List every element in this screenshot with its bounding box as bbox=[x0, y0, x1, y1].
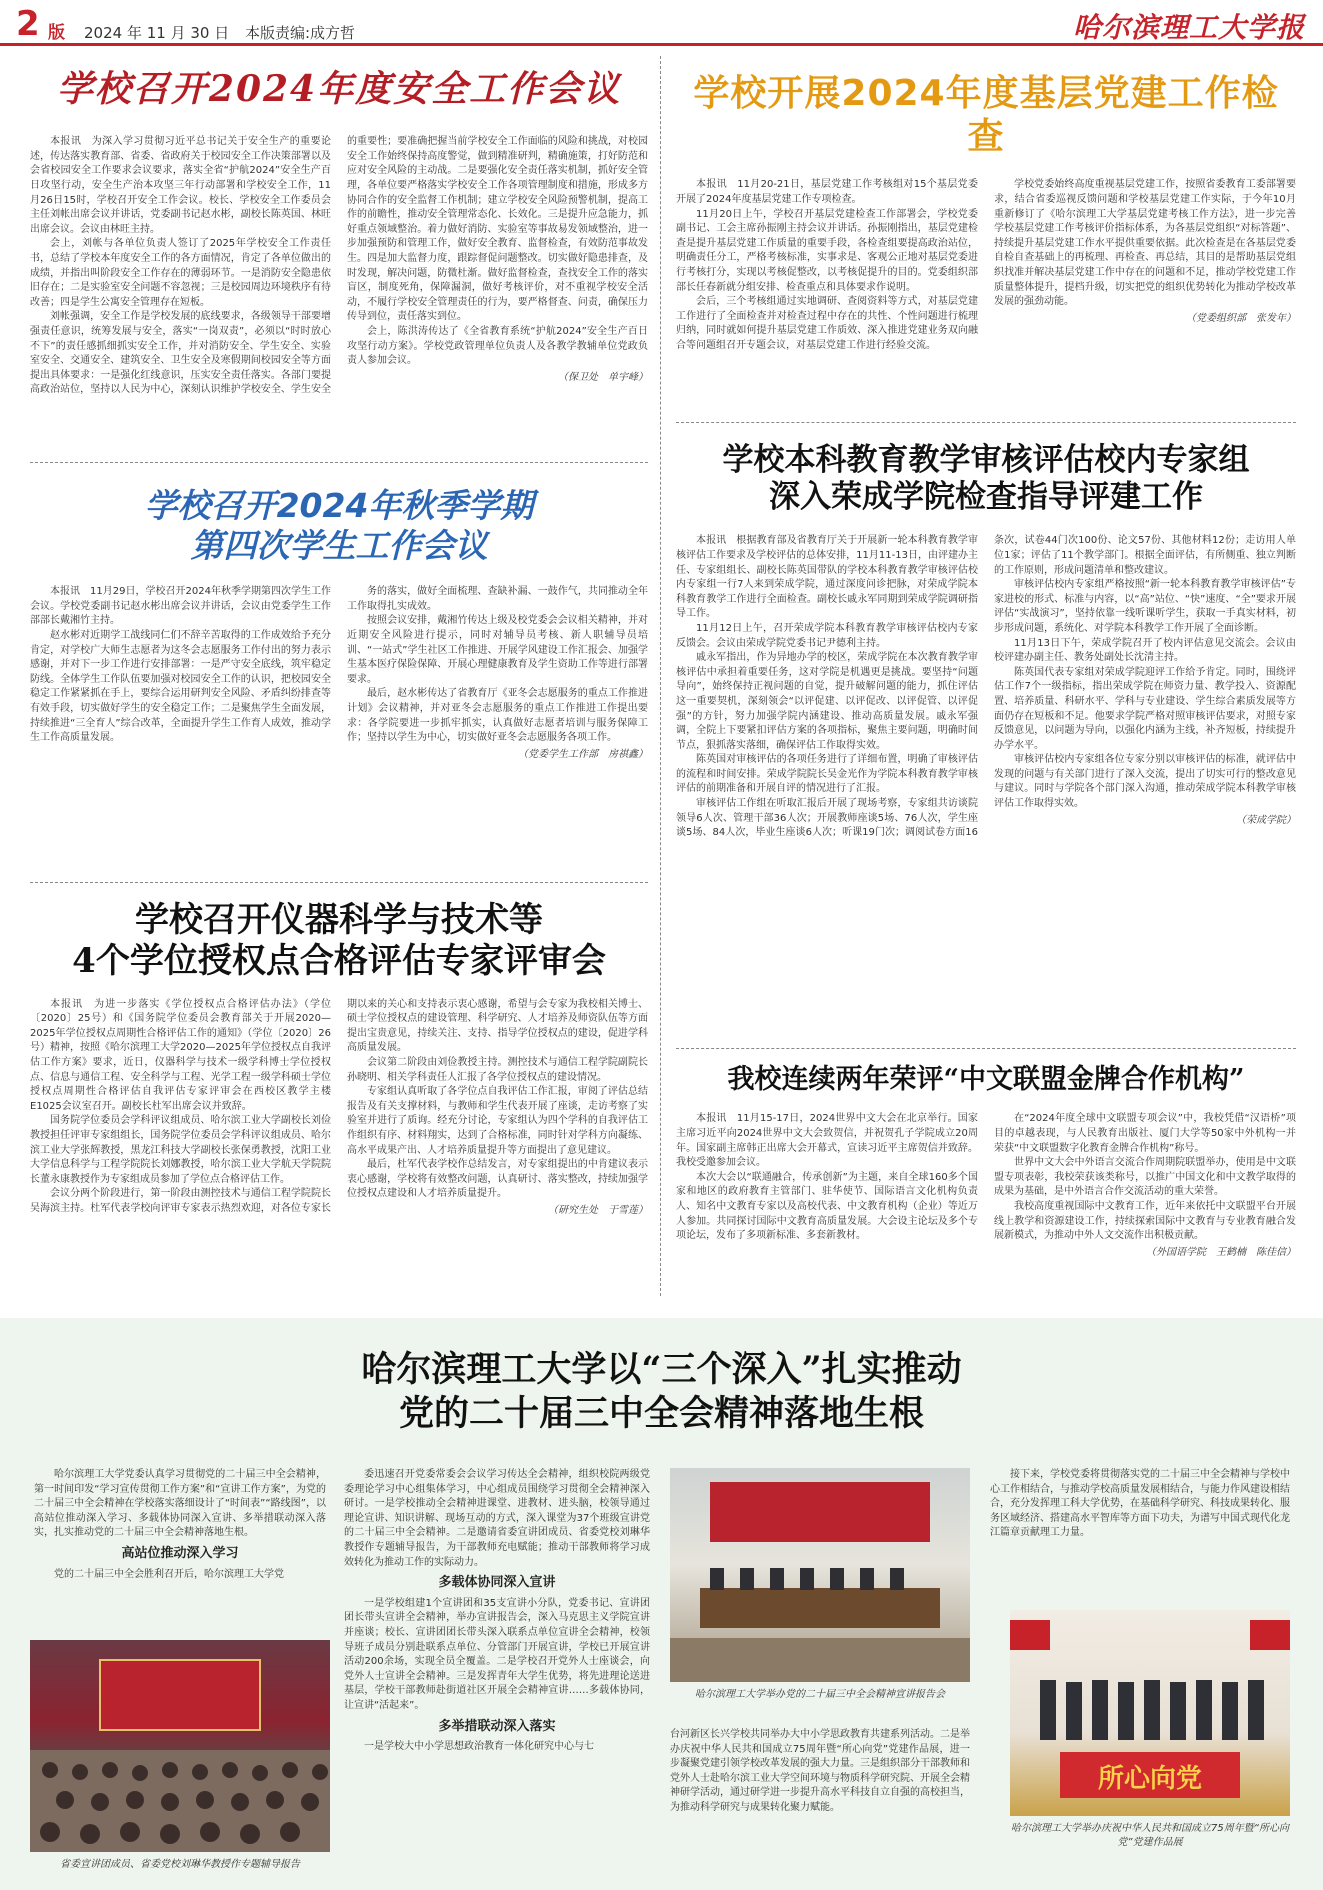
paragraph: 本报讯 11月29日，学校召开2024年秋季学期第四次学生工作会议。学校党委副书记赵水彬出席会议并讲话，会议由党委学生工作部部长戴湘竹主持。 bbox=[30, 586, 331, 627]
feature-column-4 bbox=[990, 1468, 1290, 1588]
paragraph: 本次大会以“联通融合，传承创新”为主题，来自全球160多个国家和地区的政府教育主管部门、驻华使节、国际语言文化机构负责人、知名中文教育专家以及高校代表、中文教育机构（企业）等近万人参加。共同探讨国际中文教育高质量发展。大会设主论坛及多个专项论坛，发布了多项新标准、多套新教材。 bbox=[676, 1171, 978, 1242]
article-body bbox=[670, 1728, 970, 1816]
headline-line-1: 学校召开仪器科学与技术等 bbox=[135, 900, 543, 940]
article-body bbox=[344, 1468, 650, 1755]
section-divider bbox=[30, 882, 648, 883]
article-body bbox=[30, 585, 648, 762]
article-body bbox=[676, 1112, 1296, 1282]
paragraph: 学校党委始终高度重视基层党建工作，按照省委教育工委部署要求，结合省委巡视反馈问题和学校基层党建工作实际，于今年10月重新修订了《哈尔滨理工大学基层党建考核工作方法》，进一步完善学校基层党建工作考核评价指标体系，为各基层党组织“对标答题”、持续提升基层党建工作水平提供重要依据。此次检查是在各基层党委自检自查基础上的再梳理、再检查、再总结，其目的是帮助基层党组织找准并解决基层党建工作中存在的问题和不足，推动学校党建工作质量整体提升，提档升级，切实把党的组织优势转化为推动学校改革发展的强劲动能。 bbox=[994, 179, 1296, 308]
paragraph: 本报讯 11月20-21日，基层党建工作考核组对15个基层党委开展了2024年度基层党建工作专项检查。 bbox=[676, 179, 978, 205]
paragraph: 委迅速召开党委常委会会议学习传达全会精神，组织校院两级党委理论学习中心组集体学习，中心组成员围绕学习贯彻全会精神深入研讨。一是学校推动全会精神进课堂、进教材、进头脑，校领导通过理论宣讲、知识讲解、现场互动的方式，深入课堂为37个班级宣讲党的二十届三中全会精神。二是邀请省委宣讲团成员、省委党校刘琳华教授作专题辅导报告，为干部教师充电赋能；推动干部教师将学习成效转化为推动工作的实际动力。 bbox=[344, 1469, 650, 1568]
headline-line-2: 4个学位授权点合格评估专家评审会 bbox=[72, 940, 606, 981]
paragraph: 刘帐强调，安全工作是学校发展的底线要求，各级领导干部要增强责任意识，统筹发展与安全，落实“一岗双责”，必须以“时时放心不下”的责任感抓细抓实安全工作，并对消防安全、学生安全、实验室安全、交通安全、建筑安全、卫生安全及寒假期间校园安全等方面提出具体要求：一是强化红线意识，压实安全责任落实。各部门要提高政治站位，坚持以人民为中心，深刻认识维护学校安全、学生安全的重要性；要准确把握当前学校安全工作面临的风险和挑战，对校园安全工作始终保持高度警觉，做到精准研判，精确施策，打好防范和应对安全风险的主动战。二是要强化安全责任落实机制，抓好安全管理，各单位要严格落实学校安全工作各项管理制度和措施，形成多方协同合作的安全监督工作机制；建立学校安全风险预警机制，提高工作的前瞻性，推动安全管理常态化、长效化。三是提升应急能力，抓好重点领域整治。着力做好消防、实验室等事故易发领域整治，进一步加强预防和管理工作，做好安全教育、监督检查，有效防范事故发生。四是加大监督力度，跟踪督促问题整改。切实做好隐患排查，及时发现，解决问题，防微杜渐。做好监督检查，查找安全工作的落实盲区，制度死角，保障漏洞，做好考核评价，对不重视学校安全活动，不履行学校安全管理责任的行为，要严格督查、问责，确保压力传导到位，责任落实到位。 bbox=[30, 136, 648, 396]
headline: 我校连续两年荣评“中文联盟金牌合作机构” bbox=[727, 1064, 1245, 1095]
paragraph: 国务院学位委员会学科评议组成员、哈尔滨工业大学副校长刘俭教授担任评审专家组组长，国务院学位委员会学科评议组成员、哈尔滨工业大学张辉教授，黑龙江科技大学副校长张保勇教授，沈阳工业大学信息科学与工程学院院长刘娜教授，哈尔滨工业大学航天学院院长董永康教授作为专家组成员参加了学位点合格评估工作。 bbox=[30, 1115, 331, 1185]
article-body bbox=[990, 1468, 1290, 1541]
byline: （外国语学院 王鹤楠 陈佳信） bbox=[1146, 1246, 1296, 1258]
headline-line-1: 学校召开2024年秋季学期 bbox=[144, 486, 534, 525]
headline-line-1: 哈尔滨理工大学以“三个深入”扎实推动 bbox=[361, 1349, 962, 1390]
article-degree bbox=[30, 892, 648, 1304]
column-divider bbox=[660, 56, 661, 1296]
headline-line-2: 党的二十届三中全会精神落地生根 bbox=[398, 1392, 924, 1434]
article-body bbox=[30, 135, 648, 398]
headline bbox=[676, 442, 1296, 516]
headline-line-2: 第四次学生工作会议 bbox=[190, 525, 488, 565]
page-editor: 本版责编:成方哲 bbox=[245, 24, 356, 42]
paragraph: 赵水彬对近期学工战线同仁们不辞辛苦取得的工作成效给予充分肯定，对学校广大师生志愿者为这冬会志愿服务工作付出的努力表示感谢，并对下一步工作进行安排部署：一是严守安全底线，筑牢稳定防线。全体学生工作队伍要加强对校园安全工作的认识，把校园安全稳定工作紧紧抓在手上，要综合运用研判安全风险、矛盾纠纷排查等有效手段，切实做好学生的安全稳定工作；二是聚焦学生全面发展，持续推进“三全育人”综合改革，全面提升学生工作育人成效，推动学生工作高质量发展。 bbox=[30, 629, 331, 744]
article-body bbox=[34, 1468, 326, 1582]
photo-caption: 哈尔滨理工大学举办党的二十届三中全会精神宣讲报告会 bbox=[695, 1689, 945, 1700]
paragraph: 本报讯 为进一步落实《学位授权点合格评估办法》（学位〔2020〕25号）和《国务院学位委员会教育部关于开展2020—2025年学位授权点周期性合格评估工作的通知》（学位〔2020〕26号）精神，按照《哈尔滨理工大学2020—2025年学位授权点自我评估工作方案》要求，近日，仪器科学与技术一级学科博士学位授权点、信息与通信工程、安全科学与工程、光学工程一级学科硕士学位授权点周期性合格评估自我评估专家评审会在西校区教学主楼E1025会议室召开。副校长杜军出席会议并致辞。 bbox=[30, 998, 331, 1112]
subheading: 多举措联动深入落实 bbox=[438, 1718, 556, 1734]
headline: 学校召开2024年度安全工作会议 bbox=[56, 68, 622, 110]
paragraph: 哈尔滨理工大学党委认真学习贯彻党的二十届三中全会精神，第一时间印发“学习宣传贯彻工作方案”和“宣讲工作方案”，为党的二十届三中全会精神在学校落实落细设计了“时间表”“路线图”，以高站位推动深入学习、多载体协同深入宣讲、多举措联动深入落实，扎实推动党的二十届三中全会精神落地生根。 bbox=[34, 1469, 326, 1539]
paragraph: 审核评估校内专家组各位专家分别以审核评估的标准，就评估中发现的问题与有关部门进行了深入交流，提出了切实可行的整改意见与建议。同时与学院各个部门深入沟通，推动荣成学院本科教学审核评估工作取得实效。 bbox=[994, 754, 1296, 810]
paragraph: 本报讯 11月15-17日，2024世界中文大会在北京举行。国家主席习近平向2024世界中文大会致贺信，并祝贺孔子学院成立20周年。国家副主席韩正出席大会开幕式，宣读习近平主席贺信并致辞。我校受邀参加会议。 bbox=[676, 1113, 978, 1169]
issue-date: 2024 年 11 月 30 日 bbox=[84, 24, 230, 42]
paragraph: 务的落实，做好全面梳理、查缺补漏、一鼓作气，共同推动全年工作取得扎实成效。 bbox=[347, 586, 648, 612]
section-divider bbox=[676, 1048, 1296, 1049]
paragraph: 陈英国代表专家组对荣成学院迎评工作给予肯定。同时，围绕评估工作7个一级指标，指出荣成学院在师资力量、教学投入、资源配置、培养质量、科研水平、学科与专业建设、学生综合素质发展等方面仍存在短板和不足。他要求学院严格对照审核评估要求，对照专家反馈意见，以问题为导向，以强化内涵为主线，补齐短板，持续提升办学水平。 bbox=[994, 666, 1296, 751]
paragraph: 在“2024年度全球中文联盟专项会议”中，我校凭借“汉语桥”项目的卓越表现，与人民教育出版社、厦门大学等50家中外机构一并荣获“中文联盟数字化教育金牌合作机构”称号。 bbox=[994, 1113, 1296, 1154]
paragraph: 按照会议安排，戴湘竹传达上级及校党委会会议相关精神，并对近期安全风险进行提示，同时对辅导员考核、新人职辅导员培训、“一站式”学生社区工作推进、开展学风建设工作汇报会、加强学生基本医疗保险保障、开展心理健康教育及学生资助工作等进行部署要求。 bbox=[347, 615, 648, 685]
article-party-check bbox=[676, 62, 1296, 412]
byline: （党委组织部 张发年） bbox=[1186, 312, 1296, 324]
paragraph: 本报讯 根据教育部及省教育厅关于开展新一轮本科教育教学审核评估工作要求及学校评估的总体安排，11月11-13日，由评建办主任、专家组组长、副校长陈英国带队的学校本科教育教学审核评估校内专家组一行7人来到荣成学院，通过深度问诊把脉，对荣成学院本科教育教学工作进行全面检查。副校长戚永军同期到荣成学院调研指导工作。 bbox=[676, 535, 978, 620]
paragraph: 会上，刘帐与各单位负责人签订了2025年学校安全工作责任书，总结了学校本年度安全工作的各方面情况，肯定了各单位做出的成绩，并指出叫阶段安全工作存在的薄弱环节。一是消防安全隐患依旧存在；二是实验室安全问题不容忽视；三是校园周边环境秩序有待改善；四是学生公寓安全管理存在短板。 bbox=[30, 238, 331, 308]
headline: 学校开展2024年度基层党建工作检查 bbox=[693, 73, 1279, 158]
headline bbox=[30, 900, 648, 982]
headline-line-2: 深入荣成学院检查指导评建工作 bbox=[769, 479, 1203, 516]
paragraph: 党的二十届三中全会胜利召开后，哈尔滨理工大学党 bbox=[54, 1568, 284, 1580]
paragraph: 本报讯 为深入学习贯彻习近平总书记关于安全生产的重要论述，传达落实教育部、省委、省政府关于校园安全工作决策部署以及会省校园安全工作要求会议要求，落实全省“护航2024”安全生产百日攻坚行动，安全生产治本攻坚三年行动部署和学校安全工作，11月26日15时，学校召开安全工作会议。校长、学校安全工作委员会主任刘帐出席会议并讲话，党委副书记赵水彬，副校长陈英国、林旺出席会议。会议由林旺主持。 bbox=[30, 136, 331, 235]
byline: （研究生处 于雪莲） bbox=[548, 1204, 648, 1216]
paragraph: 台河新区长兴学校共同举办大中小学思政教育共建系列活动。二是举办庆祝中华人民共和国成立75周年暨“所心向党”党建作品展，进一步凝聚党建引领学校改革发展的强大力量。三是组织部分干部教师和党外人士赴哈尔滨工业大学空间环境与物质科学研究院、开展全会精神研学活动，通过研学进一步提升高水平科技自立自强的高校担当，为推动科学研究与成果转化聚力赋能。 bbox=[670, 1729, 970, 1813]
article-audit bbox=[676, 432, 1296, 1002]
paragraph: 会上，陈洪涛传达了《全省教育系统“护航2024”安全生产百日攻坚行动方案》。学校党政管理单位负责人及各教学教辅单位党政负责人参加会议。 bbox=[347, 325, 648, 367]
masthead-logo: 哈尔滨理工大学报 bbox=[1072, 11, 1305, 44]
paragraph: 11月12日上午，召开荣成学院本科教育教学审核评估校内专家反馈会。会议由荣成学院党委书记尹德利主持。 bbox=[676, 622, 978, 649]
feature-column-2 bbox=[344, 1468, 650, 1884]
photo-meeting-room bbox=[670, 1468, 970, 1682]
paragraph: 陈英国对审核评估的各项任务进行了详细布置，明确了审核评估的流程和时间安排。荣成学院院长吴金光作为学院本科教育教学审核评估的前期准备和开展自评的情况进行了汇报。 bbox=[676, 754, 978, 795]
byline: （保卫处 单宇峰） bbox=[558, 371, 648, 383]
subheading: 多载体协同深入宣讲 bbox=[438, 1575, 556, 1591]
edition-number: 2 bbox=[16, 4, 40, 44]
feature-headline bbox=[0, 1348, 1323, 1436]
article-body bbox=[30, 998, 648, 1288]
paragraph: 会议第二阶段由刘俭教授主持。测控技术与通信工程学院副院长孙晓明、相关学科责任人汇报了各学位授权点的建设情况。 bbox=[347, 1056, 648, 1083]
section-divider bbox=[676, 422, 1296, 423]
article-chinese-alliance bbox=[676, 1058, 1296, 1308]
photo-lecture-hall bbox=[30, 1640, 330, 1852]
byline: （党委学生工作部 房祺鑫） bbox=[518, 748, 648, 760]
subheading: 高站位推动深入学习 bbox=[121, 1545, 239, 1561]
paragraph: 最后，杜军代表学校作总结发言，对专家组提出的中肯建议表示衷心感谢，学校将有效整改问题，认真研讨、落实整改，持续加强学位授权点建设和人才培养质量提升。 bbox=[347, 1159, 648, 1200]
exhibition-banner-text: 所心向党 bbox=[1097, 1764, 1202, 1794]
article-body bbox=[676, 178, 1296, 353]
paragraph: 戚永军指出，作为异地办学的校区，荣成学院在本次教育教学审核评估中承担着重要任务，这对学院是机遇更是挑战。要坚持“问题导向”，始终保持正视问题的自觉，提升破解问题的能力，抓住评估这一重要契机，深刻领会“以评促建、以评促改、以评促管、以评促强”的方针，努力加强学院内涵建设、推动高质量发展。戚永军强调，全院上下要紧扣评估方案的各项指标，聚焦主要问题，明确时间节点，狠抓落实落细，确保评估工作取得实效。 bbox=[676, 652, 978, 751]
photo-exhibition bbox=[1010, 1610, 1290, 1816]
paragraph: 最后，赵水彬传达了省教育厅《亚冬会志愿服务的重点工作推进计划》会议精神，并对亚冬会志愿服务的重点工作推进工作提出要求：各学院要进一步抓牢抓实，认真做好志愿者培训与服务保障工作；坚持以学生为中心，切实做好亚冬会志愿服务各项工作。 bbox=[347, 688, 648, 744]
article-safety bbox=[30, 62, 648, 452]
meeting-room-illustration bbox=[670, 1468, 970, 1682]
byline: （荣成学院） bbox=[1236, 814, 1296, 826]
lecture-hall-illustration bbox=[30, 1640, 330, 1852]
article-body bbox=[676, 534, 1296, 994]
feature-column-3 bbox=[670, 1728, 970, 1884]
headline-line-1: 学校本科教育教学审核评估校内专家组 bbox=[722, 442, 1250, 478]
paragraph: 审核评估工作组在听取汇报后开展了现场考察，专家组共访谈院领导6人次、管理干部36人次；开展教师座谈5场、76人次，学生座谈5场、84人次，毕业生座谈6人次；听课19门次；调阅试卷方面16条次，试卷44门次100份、论文57份、其他材料12份；走访用人单位1家；评估了11个教学部门。根据全面评估，有所侧重、独立判断的工作原则，形成问题清单和整改建议。 bbox=[676, 535, 1296, 839]
paragraph: 会后，三个考核组通过实地调研、查阅资料等方式，对基层党建工作进行了全面检查并对检查过程中存在的共性、个性问题进行梳理归纳，同时就如何提升基层党建工作质效、深入推进党建业务双向融合等问题组召开专题会议，对基层党建工作进行经验交流。 bbox=[676, 296, 978, 351]
paragraph: 会议分两个阶段进行，第一阶段由测控技术与通信工程学院院长吴海滨主持。杜军代表学校向评审专家表示热烈欢迎，对各位专家长期以来的关心和支持表示衷心感谢，希望与会专家为我校相关博士、硕士学位授权点的建设管理、科学研究、人才培养及师资队伍等方面提出宝贵意见，持续关注、支持、指导学位授权点的建设，促进学科高质量发展。 bbox=[30, 998, 648, 1214]
page-header bbox=[0, 0, 1323, 46]
paragraph: 我校高度重视国际中文教育工作，近年来依托中文联盟平台开展线上教学和资源建设工作，持续探索国际中文教育与专业教育融合发展新模式，为推动中外人文交流作出积极贡献。 bbox=[994, 1200, 1296, 1242]
paragraph: 11月20日上午，学校召开基层党建检查工作部署会，学校党委副书记、工会主席孙振刚主持会议并讲话。孙振刚指出，基层党建检查是提升基层党建工作质量的重要手段，各检查组要提高政治站位，明确责任分工，严格考核标准，实事求是、客观公正地对基层党委进行考核打分，实现以考核促整改，以考核促提升的目的。党委组织部部长任春新就分组安排、检查重点和具体要求作说明。 bbox=[676, 208, 978, 293]
paragraph: 接下来，学校党委将贯彻落实党的二十届三中全会精神与学校中心工作相结合，与推动学校高质量发展相结合，与能力作风建设相结合，充分发挥理工科大学优势，在基础科学研究、科技成果转化、服务区域经济、搭建高水平智库等方面下功夫，为谱写中国式现代化龙江篇章贡献理工力量。 bbox=[990, 1469, 1290, 1539]
paragraph: 一是学校组建1个宣讲团和35支宣讲小分队，党委书记、宣讲团团长带头宣讲全会精神，举办宣讲报告会，深入马克思主义学院宣讲并座谈；校长、宣讲团团长带头深入联系点单位宣讲全会精神，校领导班子成员分别赴联系点单位、分管部门开展宣讲，学校已开展宣讲活动200余场，实现全员全覆盖。二是学校召开党外人士座谈会，向党外人士宣讲全会精神。三是发挥青年大学生优势，将先进理论送进基层，学校干部教师赴街道社区开展全会精神宣讲……多载体协同，让宣讲“活起来”。 bbox=[344, 1597, 650, 1711]
paragraph: 一是学校大中小学思想政治教育一体化研究中心与七 bbox=[364, 1741, 594, 1753]
photo-caption: 哈尔滨理工大学举办庆祝中华人民共和国成立75周年暨“所心向党”党建作品展 bbox=[1011, 1823, 1289, 1848]
headline bbox=[30, 486, 648, 565]
paragraph: 11月13日下午，荣成学院召开了校内评估意见交流会。会议由校评建办副主任、教务处副处长沈清主持。 bbox=[994, 637, 1296, 664]
paragraph: 专家组认真听取了各学位点自我评估工作汇报，审阅了评估总结报告及有关支撑材料，与教师和学生代表开展了座谈，走访考察了实验室并进行了质询。经充分讨论，专家组认为四个学科的自我评估工作组织有序、材料翔实，达到了合格标准，同时针对学科方向凝练、高水平成果产出、人才培养质量提升等方面提出了意见建议。 bbox=[347, 1086, 648, 1156]
edition-label: 版 bbox=[48, 23, 65, 43]
paragraph: 审核评估校内专家组严格按照“新一轮本科教育教学审核评估”专家进校的形式、标准与内容，以“高”站位、“快”速度、“全”要求开展评估“实战演习”，坚持依靠一线听课听学生，获取一手真实材料，初步形成问题，系统化、对学院本科教学工作开展了全面诊断。 bbox=[994, 579, 1296, 634]
photo-caption: 省委宣讲团成员、省委党校刘琳华教授作专题辅导报告 bbox=[60, 1859, 300, 1870]
paragraph: 世界中文大会中外语言交流合作周期院联盟举办，使用是中文联盟专项表彰，我校荣获该类称号，以推广中国文化和中文教学取得的成果为基础，是中外语言合作交流活动的重大荣誉。 bbox=[994, 1157, 1296, 1198]
article-student-work bbox=[30, 472, 648, 872]
section-divider bbox=[30, 462, 648, 463]
